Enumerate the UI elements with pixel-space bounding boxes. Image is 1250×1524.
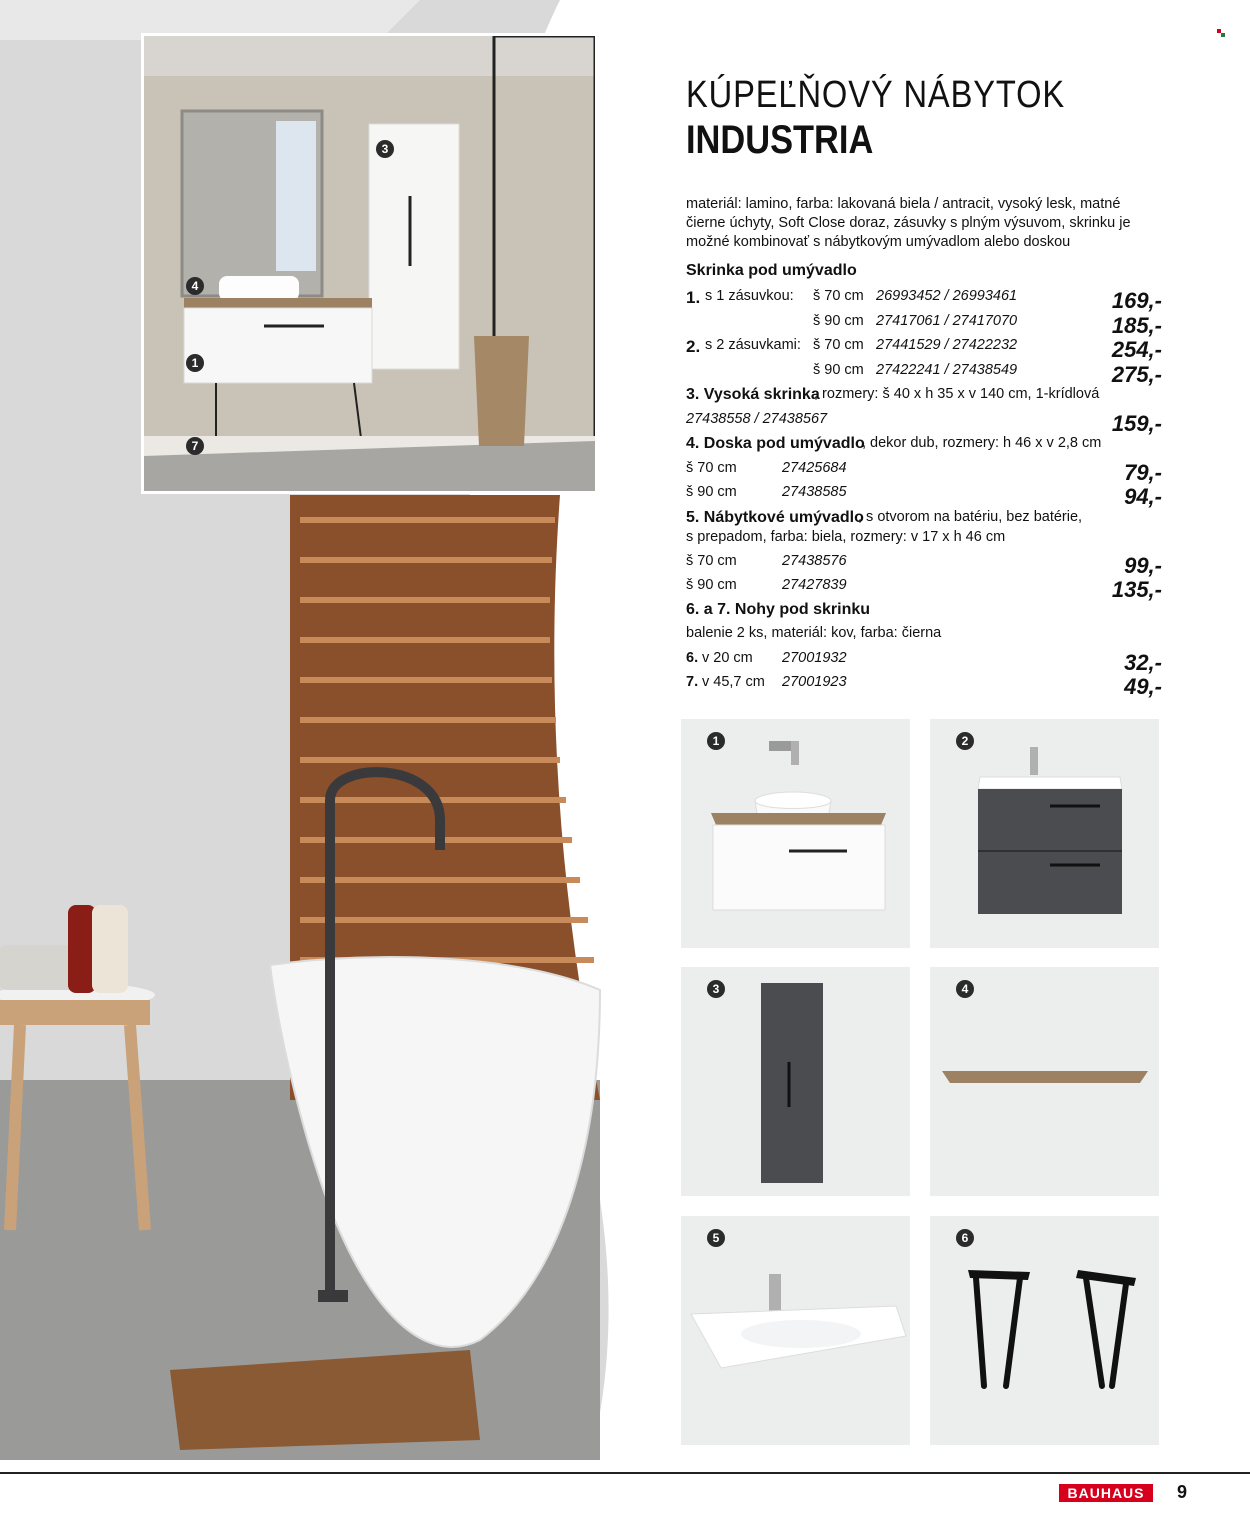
board-specs: , dekor dub, rozmery: h 46 x v 2,8 cm	[862, 435, 1102, 451]
row-size: š 90 cm	[813, 313, 864, 329]
price-row	[686, 484, 1162, 508]
row-label: s 1 zásuvkou:	[705, 288, 794, 304]
page-number: 9	[1177, 1482, 1188, 1502]
price-row	[686, 362, 1162, 386]
tall-cabinet-specs: , rozmery: š 40 x h 35 x v 140 cm, 1-krídlová	[814, 386, 1100, 402]
row-code: 27422241 / 27438549	[876, 362, 1018, 378]
legs-heading: 6. a 7. Nohy pod skrinku	[686, 601, 871, 618]
badge-7: 7	[186, 437, 204, 455]
legs-heading-row	[686, 601, 1162, 625]
legs-specs-row	[686, 625, 1162, 649]
cabinet-two-drawers-image	[930, 719, 1159, 948]
section-cabinet-heading: Skrinka pod umývadlo	[686, 262, 857, 279]
board-heading-row	[686, 435, 1162, 459]
row-price: 254,-	[1111, 337, 1162, 362]
price-row	[686, 411, 1162, 435]
board-heading: 4. Doska pod umývadlo	[686, 435, 865, 452]
row-price: 99,-	[1124, 553, 1162, 578]
badge-1: 1	[707, 732, 725, 750]
row-price: 169,-	[1111, 288, 1162, 313]
basin-heading: 5. Nábytkové umývadlo	[686, 509, 864, 526]
row-size: š 90 cm	[686, 484, 737, 500]
title-line2: INDUSTRIA	[686, 118, 874, 162]
row-code: 27425684	[782, 460, 847, 476]
legs-specs: balenie 2 ks, materiál: kov, farba: čierna	[686, 625, 942, 641]
basin-specs-line2-row	[686, 529, 1162, 553]
row-size: v 20 cm	[702, 650, 753, 666]
row-code: 27417061 / 27417070	[876, 313, 1018, 329]
footer-divider	[0, 1472, 1250, 1474]
product-description: materiál: lamino, farba: lakovaná biela / antracit, vysoký lesk, matné čierne úchyty, Soft Close doraz, zásuvky s plným výsuvom, skrinku je možné kombinovať s nábytkovým umývadlom alebo doskou	[686, 196, 1131, 250]
price-row	[686, 288, 1162, 312]
badge-4: 4	[956, 980, 974, 998]
badge-1: 1	[186, 354, 204, 372]
row-code: 27438576	[782, 553, 847, 569]
row-price: 32,-	[1124, 650, 1162, 675]
row-number: 6.	[686, 650, 699, 666]
badge-2: 2	[956, 732, 974, 750]
title-line1: KÚPEĽŇOVÝ NÁBYTOK	[686, 74, 1066, 116]
row-size: v 45,7 cm	[702, 674, 765, 690]
row-label: s 2 zásuvkami:	[705, 337, 801, 353]
price-row	[686, 553, 1162, 577]
basin-specs-line2: s prepadom, farba: biela, rozmery: v 17 x h 46 cm	[686, 529, 1006, 545]
row-code: 27427839	[782, 577, 847, 593]
row-code: 27001932	[782, 650, 847, 666]
row-size: š 90 cm	[686, 577, 737, 593]
bauhaus-logo: BAUHAUS	[1059, 1484, 1153, 1502]
row-size: š 70 cm	[686, 460, 737, 476]
badge-3: 3	[376, 140, 394, 158]
product-card-4	[930, 967, 1159, 1196]
oak-board-image	[930, 967, 1159, 1196]
row-code: 27438585	[782, 484, 847, 500]
row-code: 27001923	[782, 674, 847, 690]
row-price: 185,-	[1111, 313, 1162, 338]
badge-6: 6	[956, 1229, 974, 1247]
row-price: 94,-	[1124, 484, 1162, 509]
cabinet-one-drawer-image	[681, 719, 910, 948]
tall-cabinet-heading: 3. Vysoká skrinka	[686, 386, 820, 403]
row-size: š 70 cm	[686, 553, 737, 569]
product-card-5	[681, 1216, 910, 1445]
inset-photo-graphic	[144, 36, 595, 491]
badge-3: 3	[707, 980, 725, 998]
product-card-1	[681, 719, 910, 948]
tall-cabinet-image	[681, 967, 910, 1196]
row-price: 135,-	[1111, 577, 1162, 602]
row-size: š 70 cm	[813, 337, 864, 353]
basin-image	[681, 1216, 910, 1445]
tall-cabinet-heading-row	[686, 386, 1162, 410]
row-price: 159,-	[1111, 411, 1162, 436]
badge-5: 5	[707, 1229, 725, 1247]
price-row	[686, 337, 1162, 361]
price-row	[686, 313, 1162, 337]
row-code: 27441529 / 27422232	[876, 337, 1018, 353]
row-number: 7.	[686, 674, 699, 690]
price-row	[686, 460, 1162, 484]
row-size: š 70 cm	[813, 288, 864, 304]
row-size: š 90 cm	[813, 362, 864, 378]
corner-mark-icon	[1217, 29, 1225, 37]
row-price: 79,-	[1124, 460, 1162, 485]
badge-4: 4	[186, 277, 204, 295]
price-row	[686, 650, 1162, 674]
price-row	[686, 577, 1162, 601]
legs-image	[930, 1216, 1159, 1445]
product-card-2	[930, 719, 1159, 948]
basin-specs: , s otvorom na batériu, bez batérie,	[858, 509, 1083, 525]
row-code: 27438558 / 27438567	[686, 411, 828, 427]
row-price: 49,-	[1124, 674, 1162, 699]
row-price: 275,-	[1111, 362, 1162, 387]
price-row	[686, 674, 1162, 698]
row-code: 26993452 / 26993461	[876, 288, 1018, 304]
bathroom-inset-photo	[141, 33, 598, 494]
row-number: 2.	[686, 337, 701, 356]
product-card-3	[681, 967, 910, 1196]
row-number: 1.	[686, 288, 701, 307]
product-card-6	[930, 1216, 1159, 1445]
